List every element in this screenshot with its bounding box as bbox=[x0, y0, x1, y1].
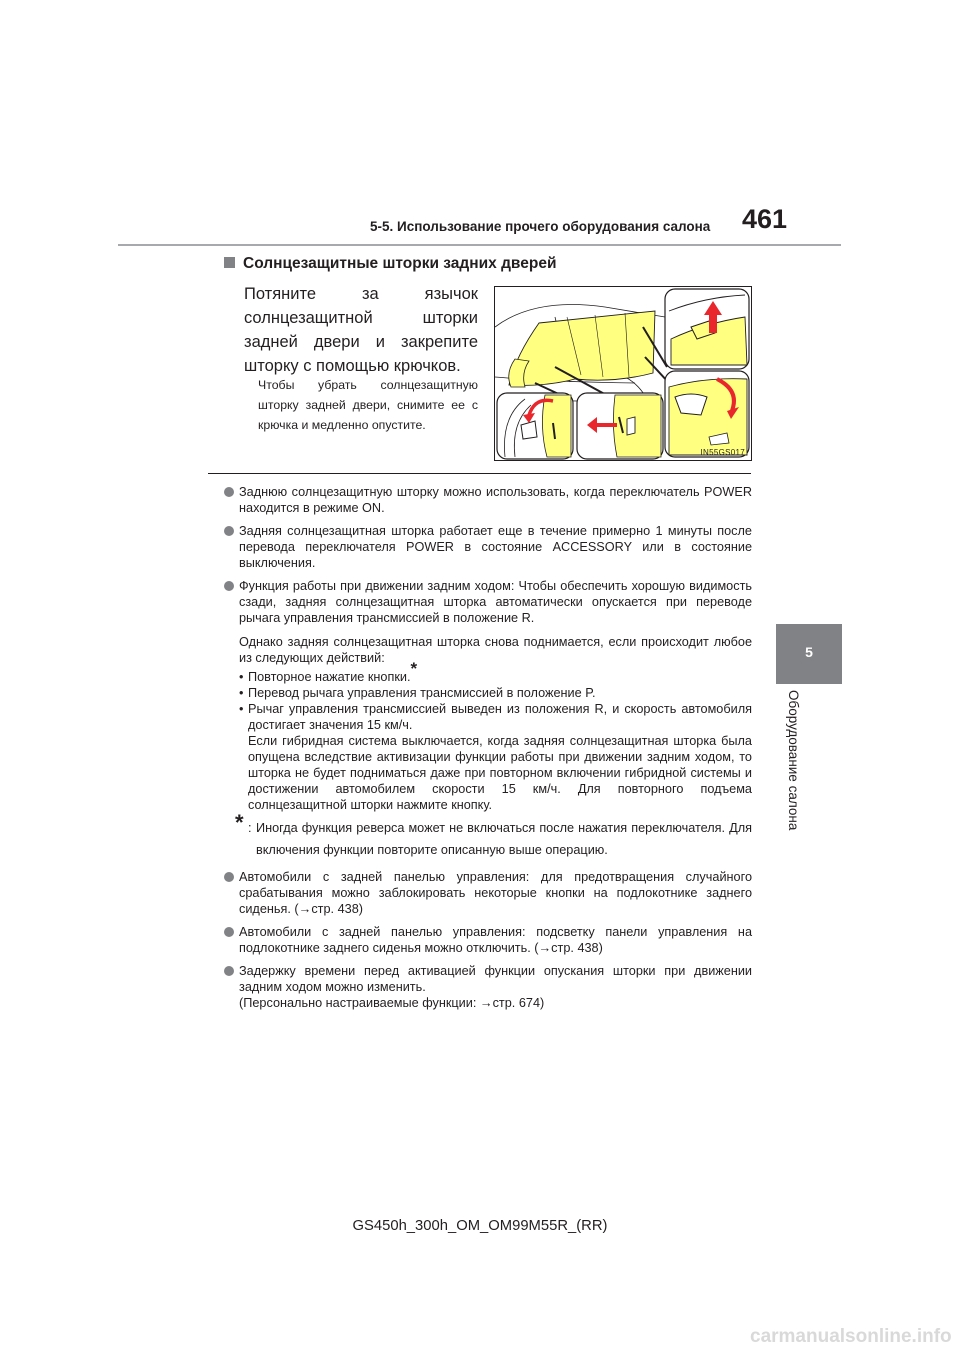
bullet-text: Функция работы при движении задним ходом: Чтобы обеспечить хорошую видимость сзади, задняя солнцезащитная шторка автоматически опускается при переводе рычага управления трансмиссией в положение R. bbox=[239, 579, 752, 625]
footer-doc-code: GS450h_300h_OM_OM99M55R_(RR) bbox=[352, 1218, 608, 1234]
sub-bullet-marker: • bbox=[239, 702, 244, 716]
asterisk-mark: * bbox=[410, 659, 418, 678]
watermark: carmanualsonline.info bbox=[750, 1326, 952, 1347]
chapter-number: 5 bbox=[805, 644, 813, 660]
bullet-dot-icon bbox=[224, 872, 234, 882]
list-item bbox=[224, 869, 752, 917]
chapter-label-vertical bbox=[776, 690, 842, 850]
lead-instruction: Потяните за язычок солнцезащитной шторки задней двери и закрепите шторку с помощью крючков. bbox=[244, 285, 478, 375]
sub-list-item bbox=[224, 701, 752, 733]
sub-bullet-text: Перевод рычага управления трансмиссией в положение P. bbox=[248, 686, 596, 700]
section-title bbox=[224, 255, 557, 273]
bullet-text: Задняя солнцезащитная шторка работает еще в течение примерно 1 минуты после перевода переключателя POWER в состояние ACCESSORY или в состояние выключения. bbox=[239, 524, 752, 570]
bullet-dot-icon bbox=[224, 927, 234, 937]
bullet-dot-icon bbox=[224, 487, 234, 497]
sub-list-continuation: Если гибридная система выключается, когда задняя солнцезащитная шторка была опущена вследствие активизации функции работы при движении задним ходом, то шторка не будет подниматься даже при повторном включении гибридной системы и достижении автомобилем скорости 15 км/ч. Для повторного подъема солнцезащитной шторки нажмите кнопку. bbox=[248, 734, 752, 812]
header-rule bbox=[118, 244, 841, 246]
notes-list bbox=[224, 484, 752, 1014]
figure-code: IN55GS017 bbox=[700, 448, 745, 457]
section-title-text: Солнцезащитные шторки задних дверей bbox=[243, 255, 557, 272]
footnote-colon: : bbox=[248, 821, 252, 835]
bullet-dot-icon bbox=[224, 966, 234, 976]
running-title: 5-5. Использование прочего оборудования салона bbox=[370, 219, 711, 234]
list-item bbox=[224, 578, 752, 626]
list-item bbox=[224, 523, 752, 571]
sub-list-item bbox=[224, 685, 752, 701]
bullet-text: Заднюю солнцезащитную шторку можно использовать, когда переключатель POWER находится в режиме ON. bbox=[239, 485, 752, 515]
bullet-paragraph: (Персонально настраиваемые функции: →стр. 674) bbox=[239, 996, 545, 1010]
list-item bbox=[224, 963, 752, 995]
list-item bbox=[224, 484, 752, 516]
footnote-star: * bbox=[235, 810, 244, 835]
page-number: 461 bbox=[742, 204, 788, 234]
sub-bullet-text: Повторное нажатие кнопки. bbox=[248, 670, 411, 684]
separator-rule bbox=[208, 473, 751, 474]
sub-bullet-marker: • bbox=[239, 670, 244, 684]
chapter-label: Оборудование салона bbox=[786, 690, 801, 831]
sub-bullet-text: Рычаг управления трансмиссией выведен из положения R, и скорость автомобиля достигает значения 15 км/ч. bbox=[248, 702, 752, 732]
bullet-text: Автомобили с задней панелью управления: для предотвращения случайного срабатывания можно заблокировать некоторые кнопки на подлокотнике заднего сиденья. (→стр. 438) bbox=[239, 870, 752, 916]
footnote-text: Иногда функция реверса может не включаться после нажатия переключателя. Для включения функции повторите описанную выше операцию. bbox=[256, 821, 752, 857]
list-item bbox=[224, 924, 752, 956]
section-square-icon bbox=[224, 257, 235, 268]
lead-note: Чтобы убрать солнцезащитную шторку задней двери, снимите ее с крючка и медленно опустите. bbox=[258, 378, 478, 432]
sunshade-drawing bbox=[495, 287, 751, 460]
bullet-paragraph: Однако задняя солнцезащитная шторка снова поднимается, если происходит любое из следующих действий: bbox=[239, 635, 752, 665]
sub-bullet-marker: • bbox=[239, 686, 244, 700]
sunshade-illustration bbox=[494, 286, 752, 461]
bullet-text: Автомобили с задней панелью управления: подсветку панели управления на подлокотнике заднего сиденья можно отключить. (→стр. 438) bbox=[239, 925, 752, 955]
bullet-text: Задержку времени перед активацией функции опускания шторки при движении задним ходом можно изменить. bbox=[239, 964, 752, 994]
bullet-dot-icon bbox=[224, 526, 234, 536]
footnote bbox=[224, 810, 752, 861]
bullet-dot-icon bbox=[224, 581, 234, 591]
chapter-tab bbox=[776, 624, 842, 684]
sub-list-item bbox=[224, 659, 752, 685]
